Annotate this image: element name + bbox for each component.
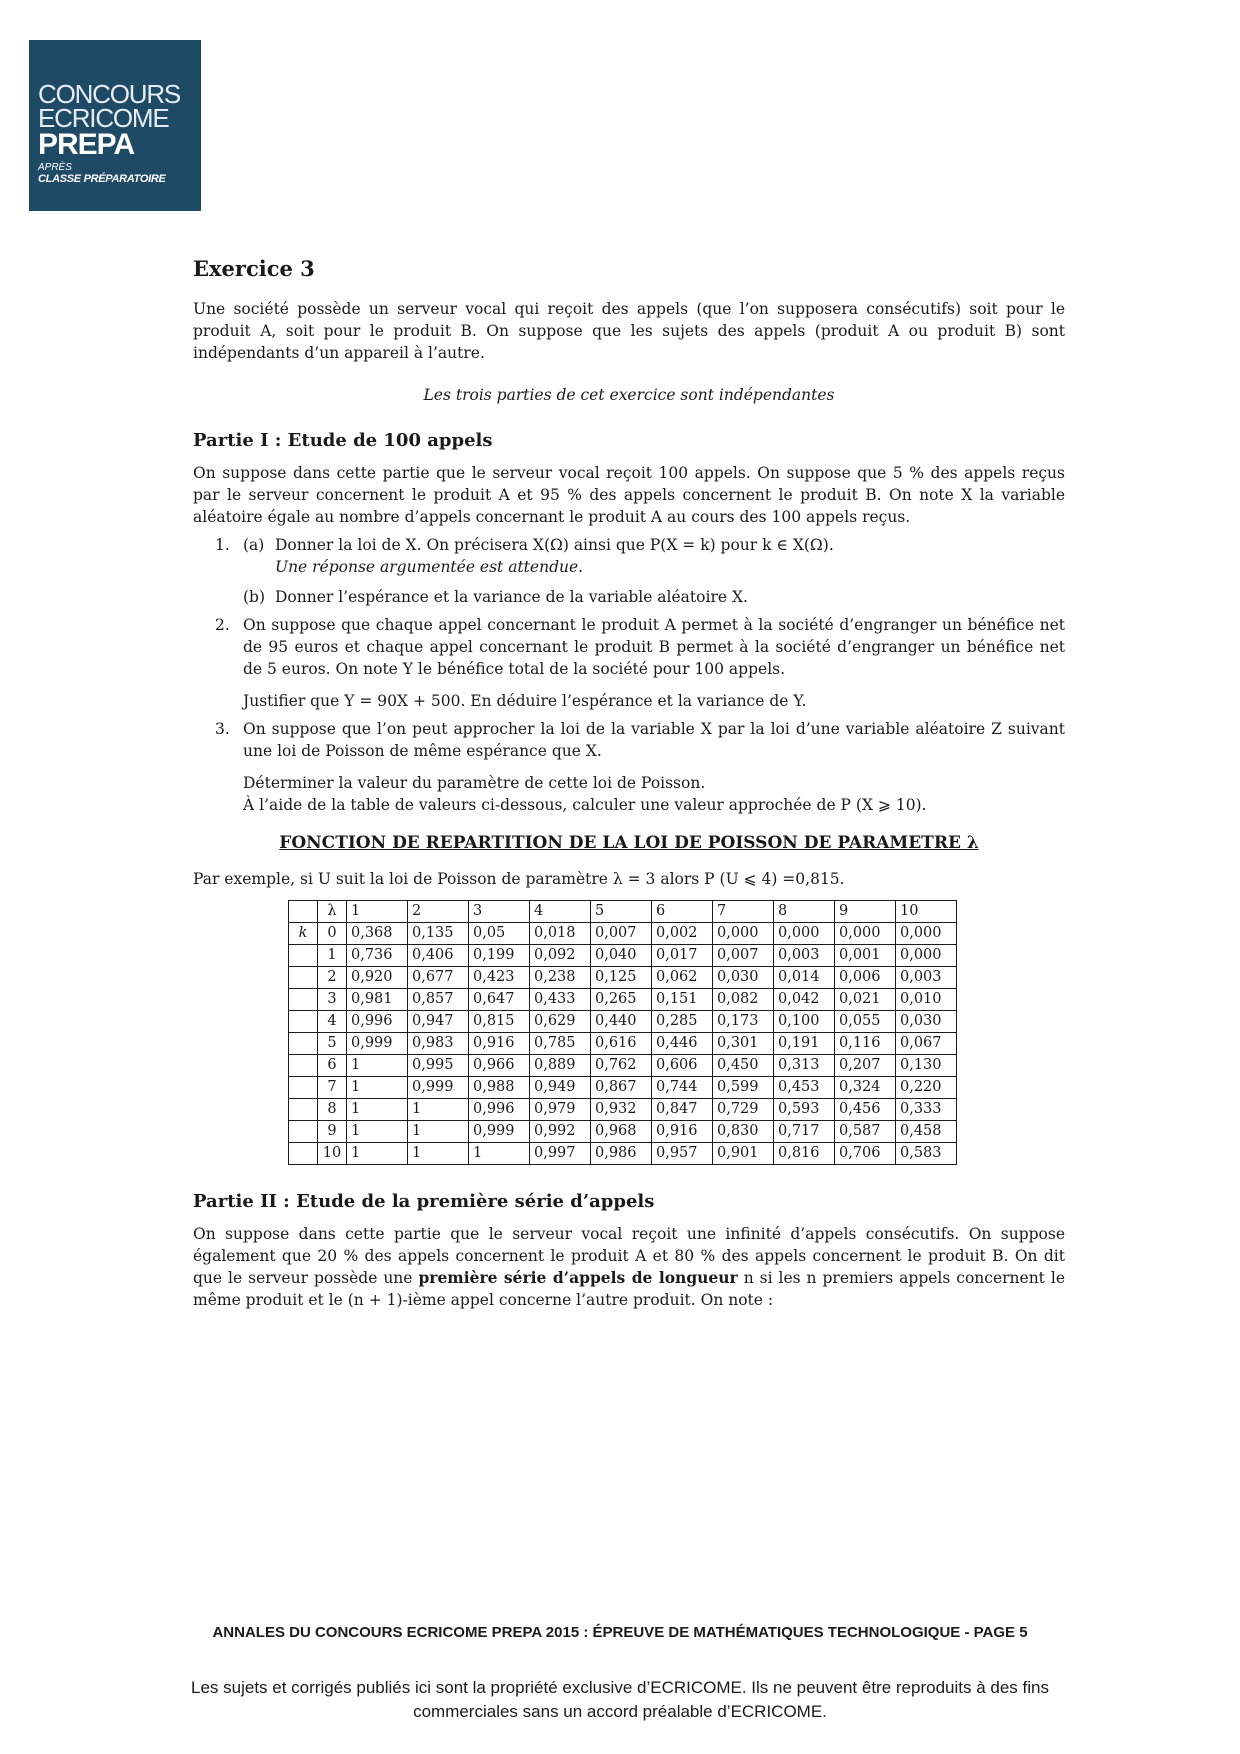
table-cell: 0,000 <box>896 923 957 945</box>
part2-intro-bold: première série d’appels de longueur <box>418 1268 738 1287</box>
table-cell: 0,092 <box>530 945 591 967</box>
table-row <box>289 1055 957 1077</box>
logo-line-prepa: PREPA <box>38 128 135 161</box>
table-cell: 0,677 <box>408 967 469 989</box>
table-cell: 0,017 <box>652 945 713 967</box>
table-corner-cell <box>289 901 318 923</box>
question-3-text: On suppose que l’on peut approcher la loi de la variable X par la loi d’une variable aléatoire Z suivant une loi de Poisson de même espérance que X. <box>243 720 1065 760</box>
table-cell: 0,082 <box>713 989 774 1011</box>
k-value-cell: 4 <box>318 1011 347 1033</box>
table-cell: 0,968 <box>591 1121 652 1143</box>
table-cell: 1 <box>347 1143 408 1165</box>
table-cell: 0,116 <box>835 1033 896 1055</box>
table-cell: 0,207 <box>835 1055 896 1077</box>
table-row <box>289 1099 957 1121</box>
question-3-number: 3. <box>215 720 230 738</box>
table-cell: 0,736 <box>347 945 408 967</box>
table-cell: 0,018 <box>530 923 591 945</box>
table-cell: 0,007 <box>713 945 774 967</box>
table-cell: 0,629 <box>530 1011 591 1033</box>
table-cell: 0,042 <box>774 989 835 1011</box>
table-cell: 1 <box>469 1143 530 1165</box>
table-cell: 0,423 <box>469 967 530 989</box>
table-cell: 0,433 <box>530 989 591 1011</box>
ecricome-logo <box>29 40 201 211</box>
table-cell: 0,406 <box>408 945 469 967</box>
table-cell: 0,744 <box>652 1077 713 1099</box>
table-cell: 0,458 <box>896 1121 957 1143</box>
exercise-content <box>193 258 1065 1311</box>
lambda-header-cell: 1 <box>347 901 408 923</box>
empty-label-cell <box>289 1011 318 1033</box>
table-cell: 0,901 <box>713 1143 774 1165</box>
table-cell: 0,021 <box>835 989 896 1011</box>
logo-line-ecricome: ECRICOME <box>38 103 169 133</box>
table-cell: 0,301 <box>713 1033 774 1055</box>
table-cell: 0,616 <box>591 1033 652 1055</box>
k-value-cell: 9 <box>318 1121 347 1143</box>
table-cell: 0,916 <box>469 1033 530 1055</box>
k-value-cell: 6 <box>318 1055 347 1077</box>
empty-label-cell <box>289 1055 318 1077</box>
poisson-table-example: Par exemple, si U suit la loi de Poisson de paramètre λ = 3 alors P (U ⩽ 4) =0,815. <box>193 870 845 888</box>
k-value-cell: 7 <box>318 1077 347 1099</box>
table-cell: 0,130 <box>896 1055 957 1077</box>
question-1 <box>193 534 1065 608</box>
table-cell: 0,030 <box>896 1011 957 1033</box>
table-cell: 0,847 <box>652 1099 713 1121</box>
table-row <box>289 989 957 1011</box>
table-cell: 0,867 <box>591 1077 652 1099</box>
table-cell: 0,000 <box>896 945 957 967</box>
empty-label-cell <box>289 967 318 989</box>
question-1a-text: Donner la loi de X. On précisera X(Ω) ainsi que P(X = k) pour k ∈ X(Ω). <box>275 536 834 554</box>
table-cell: 1 <box>347 1099 408 1121</box>
table-cell: 0,014 <box>774 967 835 989</box>
question-1a <box>243 534 1065 578</box>
question-3 <box>193 718 1065 816</box>
table-cell: 0,220 <box>896 1077 957 1099</box>
table-cell: 0,966 <box>469 1055 530 1077</box>
table-cell: 0,999 <box>347 1033 408 1055</box>
k-value-cell: 3 <box>318 989 347 1011</box>
table-cell: 1 <box>347 1077 408 1099</box>
lambda-header-cell: 3 <box>469 901 530 923</box>
lambda-header-cell: 6 <box>652 901 713 923</box>
empty-label-cell <box>289 1121 318 1143</box>
empty-label-cell <box>289 1033 318 1055</box>
table-cell: 0,040 <box>591 945 652 967</box>
question-2-text: On suppose que chaque appel concernant le produit A permet à la société d’engranger un bénéfice net de 95 euros et chaque appel concernant le produit B permet à la société d’engranger un bénéfice net de 5 euros. On note Y le bénéfice total de la société pour 100 appels. <box>243 616 1065 678</box>
table-cell: 0,000 <box>774 923 835 945</box>
table-cell: 1 <box>408 1121 469 1143</box>
footer-annales: ANNALES DU CONCOURS ECRICOME PREPA 2015 : ÉPREUVE DE MATHÉMATIQUES TECHNOLOGIQUE - PAGE 5 <box>212 1624 1028 1641</box>
table-cell: 0,05 <box>469 923 530 945</box>
k-value-cell: 0 <box>318 923 347 945</box>
k-value-cell: 5 <box>318 1033 347 1055</box>
table-cell: 0,949 <box>530 1077 591 1099</box>
lambda-header-cell: 7 <box>713 901 774 923</box>
table-cell: 0,999 <box>469 1121 530 1143</box>
part2-intro-b: n si les n premiers appels concernent le même produit et le (n + 1)-ième appel concerne l’autre produit. On note : <box>193 1269 1065 1309</box>
exercise-intro: Une société possède un serveur vocal qui reçoit des appels (que l’on supposera consécutifs) soit pour le produit A, soit pour le produit B. On suppose que les sujets des appels (produit A ou produit B) sont indépendants d’un appareil à l’autre. <box>193 300 1065 362</box>
table-cell: 0,003 <box>774 945 835 967</box>
part2-intro <box>193 1223 1065 1311</box>
table-header-row <box>289 901 957 923</box>
question-3-text2: Déterminer la valeur du paramètre de cette loi de Poisson. <box>243 774 706 792</box>
part1-title: Partie I : Etude de 100 appels <box>193 430 493 451</box>
table-cell: 0,995 <box>408 1055 469 1077</box>
table-cell: 0,067 <box>896 1033 957 1055</box>
table-cell: 0,007 <box>591 923 652 945</box>
table-cell: 0,000 <box>713 923 774 945</box>
table-cell: 0,125 <box>591 967 652 989</box>
k-value-cell: 10 <box>318 1143 347 1165</box>
table-cell: 0,785 <box>530 1033 591 1055</box>
table-cell: 0,151 <box>652 989 713 1011</box>
table-cell: 0,916 <box>652 1121 713 1143</box>
table-cell: 0,997 <box>530 1143 591 1165</box>
question-1b <box>243 586 1065 608</box>
empty-label-cell <box>289 945 318 967</box>
table-cell: 0,055 <box>835 1011 896 1033</box>
table-cell: 0,456 <box>835 1099 896 1121</box>
table-cell: 0,446 <box>652 1033 713 1055</box>
table-cell: 0,285 <box>652 1011 713 1033</box>
table-cell: 0,587 <box>835 1121 896 1143</box>
table-cell: 1 <box>347 1121 408 1143</box>
table-row <box>289 1077 957 1099</box>
table-cell: 0,001 <box>835 945 896 967</box>
table-cell: 0,368 <box>347 923 408 945</box>
k-label-cell: k <box>289 923 318 945</box>
lambda-header-cell: 4 <box>530 901 591 923</box>
question-1b-text: Donner l’espérance et la variance de la variable aléatoire X. <box>275 588 748 606</box>
table-cell: 0,957 <box>652 1143 713 1165</box>
table-cell: 0,996 <box>469 1099 530 1121</box>
table-cell: 0,932 <box>591 1099 652 1121</box>
table-row <box>289 945 957 967</box>
table-cell: 0,830 <box>713 1121 774 1143</box>
part1-intro: On suppose dans cette partie que le serveur vocal reçoit 100 appels. On suppose que 5 % des appels reçus par le serveur concernent le produit A et 95 % des appels concernent le produit B. On note X la variable aléatoire égale au nombre d’appels concernant le produit A au cours des 100 appels reçus. <box>193 464 1065 526</box>
table-row <box>289 1143 957 1165</box>
table-cell: 0,606 <box>652 1055 713 1077</box>
empty-label-cell <box>289 1143 318 1165</box>
table-row <box>289 1121 957 1143</box>
logo-line-concours: CONCOURS <box>38 79 181 109</box>
table-cell: 0,979 <box>530 1099 591 1121</box>
table-cell: 0,000 <box>835 923 896 945</box>
table-cell: 0,717 <box>774 1121 835 1143</box>
table-cell: 0,986 <box>591 1143 652 1165</box>
lambda-label-cell: λ <box>318 901 347 923</box>
question-2-text2: Justifier que Y = 90X + 500. En déduire l’espérance et la variance de Y. <box>243 692 807 710</box>
table-cell: 0,599 <box>713 1077 774 1099</box>
table-row <box>289 1033 957 1055</box>
table-cell: 0,135 <box>408 923 469 945</box>
lambda-header-cell: 2 <box>408 901 469 923</box>
table-cell: 0,992 <box>530 1121 591 1143</box>
k-value-cell: 8 <box>318 1099 347 1121</box>
table-row <box>289 923 957 945</box>
question-1-number: 1. <box>215 536 230 554</box>
empty-label-cell <box>289 1099 318 1121</box>
table-cell: 0,593 <box>774 1099 835 1121</box>
question-2 <box>193 614 1065 712</box>
table-cell: 0,002 <box>652 923 713 945</box>
exercise-title: Exercice 3 <box>193 256 315 281</box>
lambda-header-cell: 5 <box>591 901 652 923</box>
table-cell: 0,062 <box>652 967 713 989</box>
table-cell: 0,010 <box>896 989 957 1011</box>
question-2-number: 2. <box>215 616 230 634</box>
lambda-header-cell: 10 <box>896 901 957 923</box>
table-row <box>289 1011 957 1033</box>
table-cell: 0,265 <box>591 989 652 1011</box>
poisson-table <box>288 900 957 1165</box>
table-cell: 0,729 <box>713 1099 774 1121</box>
table-cell: 0,333 <box>896 1099 957 1121</box>
table-cell: 0,981 <box>347 989 408 1011</box>
table-cell: 0,313 <box>774 1055 835 1077</box>
table-cell: 0,450 <box>713 1055 774 1077</box>
table-cell: 0,100 <box>774 1011 835 1033</box>
table-cell: 0,583 <box>896 1143 957 1165</box>
table-cell: 0,988 <box>469 1077 530 1099</box>
table-cell: 1 <box>408 1099 469 1121</box>
logo-line-classe: CLASSE PRÉPARATOIRE <box>38 173 166 185</box>
lambda-header-cell: 9 <box>835 901 896 923</box>
footer-copyright: Les sujets et corrigés publiés ici sont la propriété exclusive d’ECRICOME. Ils ne peuvent être reproduits à des fins commerciales sans un accord préalable d’ECRICOME. <box>191 1678 1049 1721</box>
table-cell: 0,440 <box>591 1011 652 1033</box>
table-cell: 0,999 <box>408 1077 469 1099</box>
question-3-text3: À l’aide de la table de valeurs ci-dessous, calculer une valeur approchée de P (X ⩾ 10). <box>243 796 927 814</box>
table-cell: 0,453 <box>774 1077 835 1099</box>
question-1a-note: Une réponse argumentée est attendue. <box>275 558 584 576</box>
table-cell: 0,947 <box>408 1011 469 1033</box>
table-cell: 0,857 <box>408 989 469 1011</box>
table-cell: 0,191 <box>774 1033 835 1055</box>
k-value-cell: 1 <box>318 945 347 967</box>
table-cell: 1 <box>408 1143 469 1165</box>
poisson-table-title: FONCTION DE REPARTITION DE LA LOI DE POISSON DE PARAMETRE λ <box>279 833 979 853</box>
table-cell: 0,324 <box>835 1077 896 1099</box>
table-cell: 0,003 <box>896 967 957 989</box>
question-1a-label: (a) <box>243 536 265 554</box>
table-cell: 0,006 <box>835 967 896 989</box>
part2-title: Partie II : Etude de la première série d’appels <box>193 1191 655 1212</box>
table-cell: 1 <box>347 1055 408 1077</box>
logo-line-apres: APRÈS <box>38 162 72 173</box>
table-cell: 0,238 <box>530 967 591 989</box>
independence-note: Les trois parties de cet exercice sont indépendantes <box>423 386 835 404</box>
table-cell: 0,199 <box>469 945 530 967</box>
question-1b-label: (b) <box>243 588 266 606</box>
table-cell: 0,706 <box>835 1143 896 1165</box>
table-cell: 0,889 <box>530 1055 591 1077</box>
k-value-cell: 2 <box>318 967 347 989</box>
table-cell: 0,030 <box>713 967 774 989</box>
table-cell: 0,815 <box>469 1011 530 1033</box>
table-cell: 0,816 <box>774 1143 835 1165</box>
table-cell: 0,647 <box>469 989 530 1011</box>
table-cell: 0,983 <box>408 1033 469 1055</box>
table-cell: 0,762 <box>591 1055 652 1077</box>
table-cell: 0,920 <box>347 967 408 989</box>
empty-label-cell <box>289 1077 318 1099</box>
part2-intro-a: On suppose dans cette partie que le serveur vocal reçoit une infinité d’appels consécutifs. On suppose également que 20 % des appels concernent le produit A et 80 % des appels concernent le produit B. On dit que le serveur possède une <box>193 1225 1065 1287</box>
empty-label-cell <box>289 989 318 1011</box>
table-row <box>289 967 957 989</box>
table-cell: 0,996 <box>347 1011 408 1033</box>
lambda-header-cell: 8 <box>774 901 835 923</box>
table-cell: 0,173 <box>713 1011 774 1033</box>
